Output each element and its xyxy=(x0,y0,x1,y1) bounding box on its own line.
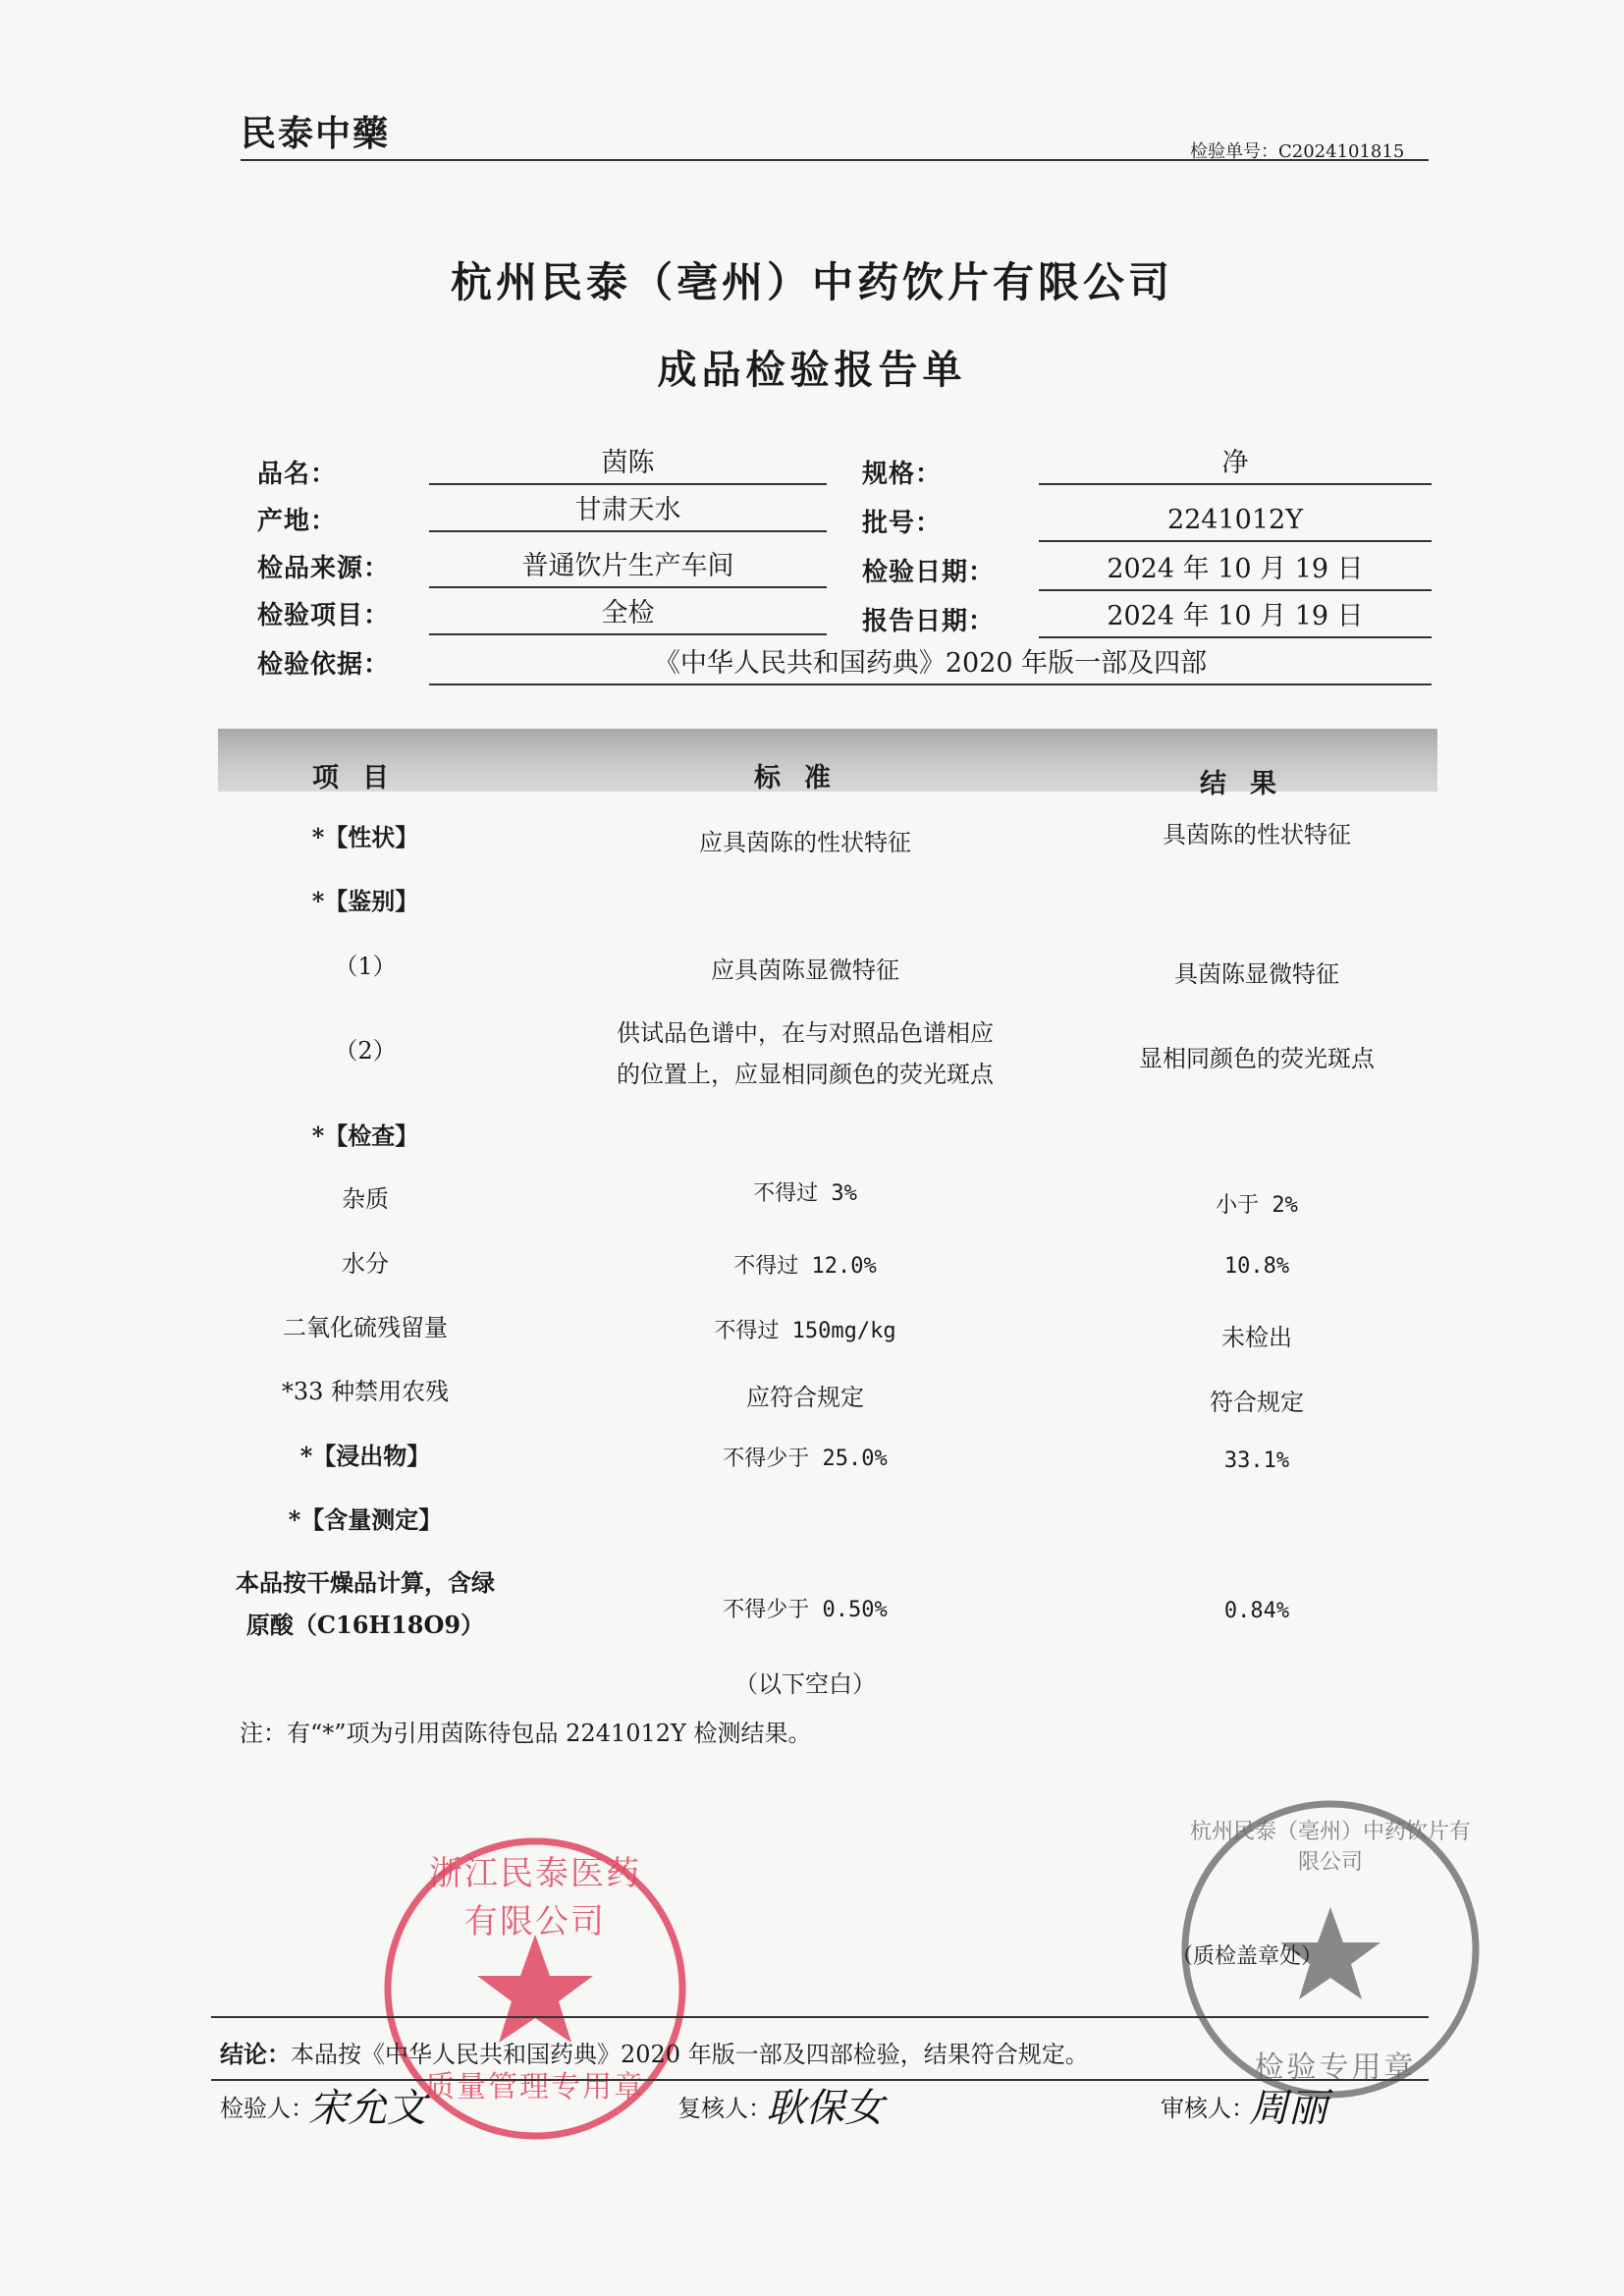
row-so2-result: 未检出 xyxy=(1221,1324,1292,1351)
row-so2-standard: 不得过 150mg/kg xyxy=(714,1319,896,1343)
row-chlorogenic-result: 0.84% xyxy=(1223,1599,1290,1623)
row-ident2-item: （2） xyxy=(334,1037,397,1065)
inspect-date-label: 检验日期： xyxy=(862,558,996,587)
row-moisture-result: 10.8% xyxy=(1223,1254,1290,1279)
gray-seal-text: 杭州民泰（亳州）中药饮片有限公司 xyxy=(1189,1820,1471,1875)
basis-label: 检验依据： xyxy=(257,650,391,680)
row-pesticide-item: *33 种禁用农残 xyxy=(281,1378,450,1405)
header-divider xyxy=(241,159,1429,161)
blank-below-note: （以下空白） xyxy=(734,1670,876,1698)
row-impurity-standard: 不得过 3% xyxy=(753,1181,857,1206)
report-title: 成品检验报告单 xyxy=(657,347,967,393)
spec-label: 规格： xyxy=(862,460,943,489)
row-appearance-standard: 应具茵陈的性状特征 xyxy=(699,829,911,856)
approver-signature: 周丽 xyxy=(1249,2086,1327,2131)
reviewer-label: 复核人： xyxy=(677,2095,772,2122)
inspector-signature: 宋允文 xyxy=(308,2086,426,2131)
conclusion-label: 结论： xyxy=(220,2040,291,2068)
batch-label: 批号： xyxy=(862,509,943,538)
product-name-label: 品名： xyxy=(257,460,338,489)
row-ident2-standard-line1: 供试品色谱中，在与对照品色谱相应 xyxy=(617,1019,994,1047)
batch-value: 2241012Y xyxy=(1039,501,1432,542)
row-ident2-result: 显相同颜色的荧光斑点 xyxy=(1139,1045,1375,1072)
row-moisture-standard: 不得过 12.0% xyxy=(733,1254,877,1279)
gray-seal-subtext: 检验专用章 xyxy=(1254,2050,1417,2085)
row-so2-item: 二氧化硫残留量 xyxy=(283,1314,448,1341)
row-extract-standard: 不得少于 25.0% xyxy=(723,1447,888,1471)
footnote: 注：有“*”项为引用茵陈待包品 2241012Y 检测结果。 xyxy=(240,1720,812,1747)
row-appearance-item: *【性状】 xyxy=(311,823,419,851)
row-assay-item: *【含量测定】 xyxy=(288,1505,443,1534)
report-number: 检验单号：C2024101815 xyxy=(1190,141,1405,162)
row-ident2-standard-line2: 的位置上，应显相同颜色的荧光斑点 xyxy=(617,1061,994,1088)
row-appearance-result: 具茵陈的性状特征 xyxy=(1163,821,1351,848)
row-chlorogenic-standard: 不得少于 0.50% xyxy=(723,1598,888,1622)
row-chlorogenic-item-line1: 本品按干燥品计算，含绿 xyxy=(236,1568,495,1597)
table-header-result: 结果 xyxy=(1200,769,1300,799)
conclusion-text: 本品按《中华人民共和国药典》2020 年版一部及四部检验，结果符合规定。 xyxy=(291,2041,1089,2068)
reviewer-signature: 耿保女 xyxy=(766,2086,884,2131)
row-extract-result: 33.1% xyxy=(1223,1449,1290,1473)
approver-label: 审核人： xyxy=(1161,2095,1255,2122)
product-name-value: 茵陈 xyxy=(429,444,827,485)
spec-value: 净 xyxy=(1039,444,1432,485)
row-ident1-result: 具茵陈显微特征 xyxy=(1174,960,1339,988)
inspect-date-value: 2024 年 10 月 19 日 xyxy=(1039,550,1432,591)
origin-label: 产地： xyxy=(257,507,338,536)
items-label: 检验项目： xyxy=(257,601,391,630)
row-ident1-item: （1） xyxy=(334,953,397,980)
stamp-area-label: （质检盖章处） xyxy=(1171,1944,1324,1969)
red-seal-text: 浙江民泰医药有限公司 xyxy=(429,1854,641,1941)
table-header-standard: 标准 xyxy=(754,763,854,793)
source-label: 检品来源： xyxy=(257,554,391,583)
company-name: 杭州民泰（亳州）中药饮片有限公司 xyxy=(450,258,1173,306)
conclusion xyxy=(220,2035,1089,2069)
row-moisture-item: 水分 xyxy=(342,1250,389,1278)
row-chlorogenic-item-line2: 原酸（C16H18O9） xyxy=(245,1611,485,1639)
origin-value: 甘肃天水 xyxy=(429,491,827,532)
table-header-item: 项目 xyxy=(312,763,412,793)
basis-value: 《中华人民共和国药典》2020 年版一部及四部 xyxy=(429,644,1432,685)
row-inspection-item: *【检查】 xyxy=(311,1121,419,1150)
conclusion-top-rule xyxy=(211,2016,1429,2018)
row-pesticide-standard: 应符合规定 xyxy=(746,1384,864,1411)
row-identification-item: *【鉴别】 xyxy=(311,887,419,915)
row-impurity-result: 小于 2% xyxy=(1216,1193,1298,1218)
row-ident1-standard: 应具茵陈显微特征 xyxy=(711,957,899,984)
red-seal-subtext: 质量管理专用章 xyxy=(425,2070,645,2105)
row-pesticide-result: 符合规定 xyxy=(1210,1389,1304,1416)
source-value: 普通饮片生产车间 xyxy=(429,547,827,588)
row-extract-item: *【浸出物】 xyxy=(299,1442,431,1470)
company-logo: 民泰中藥 xyxy=(241,113,391,154)
items-value: 全检 xyxy=(429,594,827,635)
report-date-label: 报告日期： xyxy=(862,607,996,636)
row-impurity-item: 杂质 xyxy=(342,1185,389,1213)
inspector-label: 检验人： xyxy=(220,2095,314,2122)
report-date-value: 2024 年 10 月 19 日 xyxy=(1039,597,1432,638)
